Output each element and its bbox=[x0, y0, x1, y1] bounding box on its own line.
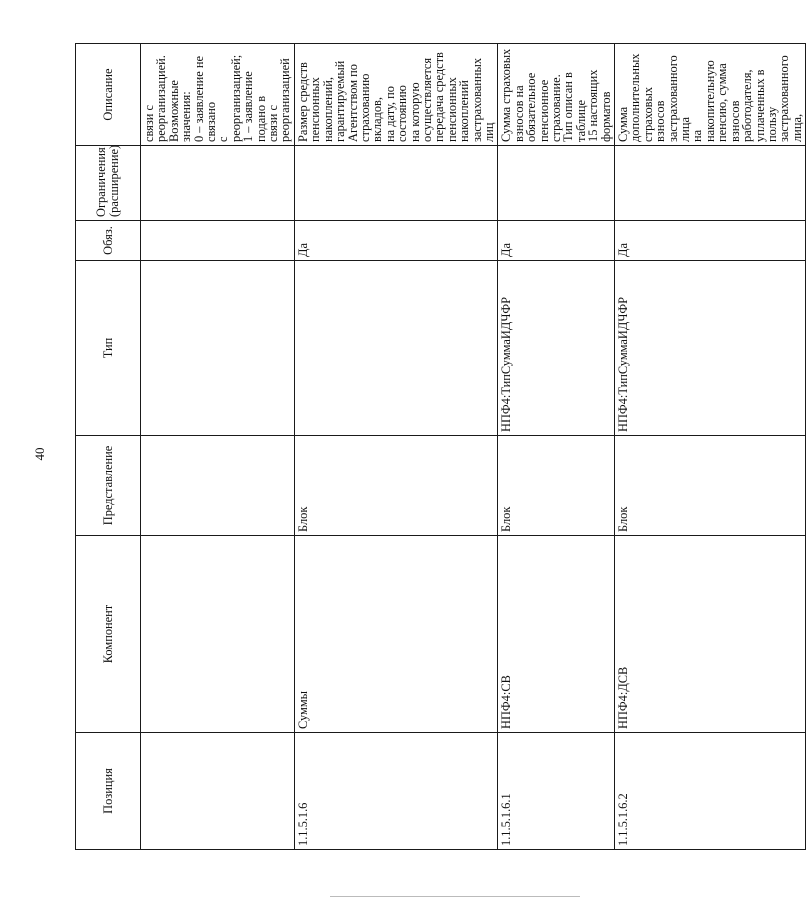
header-type: Тип bbox=[76, 261, 141, 436]
cell-type bbox=[141, 261, 295, 436]
header-restrictions: Ограничения (расширение) bbox=[76, 146, 141, 221]
cell-type: НПФ4:ТипСуммаИДЧФР bbox=[615, 261, 806, 436]
cell-restrictions bbox=[498, 146, 615, 221]
cell-required: Да bbox=[615, 221, 806, 261]
cell-representation: Блок bbox=[615, 436, 806, 536]
header-position: Позиция bbox=[76, 733, 141, 850]
specification-table bbox=[75, 43, 806, 850]
table-container bbox=[75, 44, 804, 850]
table-row bbox=[141, 44, 295, 850]
header-row bbox=[76, 44, 141, 850]
cell-representation: Блок bbox=[498, 436, 615, 536]
cell-required: Да bbox=[294, 221, 498, 261]
cell-restrictions bbox=[294, 146, 498, 221]
header-component: Компонент bbox=[76, 536, 141, 733]
cell-required: Да bbox=[498, 221, 615, 261]
table-row bbox=[498, 44, 615, 850]
cell-position: 1.1.5.1.6 bbox=[294, 733, 498, 850]
cell-type: НПФ4:ТипСуммаИДЧФР bbox=[498, 261, 615, 436]
cell-component: НПФ4:СВ bbox=[498, 536, 615, 733]
cell-description: Сумма дополнительных страховых взносов застрахованного лица на накопительную пенсию, сумма взносов работодателя, уплаченных в пользу застрахованного лица, bbox=[615, 44, 806, 146]
cell-component: Суммы bbox=[294, 536, 498, 733]
header-description: Описание bbox=[76, 44, 141, 146]
cell-component: НПФ4:ДСВ bbox=[615, 536, 806, 733]
cell-description: связи с реорганизацией. Возможные значения: 0 – заявление не связано с реорганизацией; 1 – заявление подано в связи с реорганизацией bbox=[141, 44, 295, 146]
header-required: Обяз. bbox=[76, 221, 141, 261]
table-row bbox=[294, 44, 498, 850]
cell-required bbox=[141, 221, 295, 261]
rotated-table-wrapper bbox=[75, 44, 804, 850]
cell-type bbox=[294, 261, 498, 436]
page-edge-divider bbox=[330, 896, 580, 897]
cell-restrictions bbox=[615, 146, 806, 221]
cell-description: Сумма страховых взносов на обязательное пенсионное страхование. Тип описан в таблице 15 настоящих форматов bbox=[498, 44, 615, 146]
cell-position: 1.1.5.1.6.2 bbox=[615, 733, 806, 850]
cell-description: Размер средств пенсионных накоплений, гарантируемый Агентством по страхованию вкладов, на дату, по состоянию на которую осуществляется передача средств пенсионных накоплений застрахованных лиц bbox=[294, 44, 498, 146]
cell-component bbox=[141, 536, 295, 733]
cell-restrictions bbox=[141, 146, 295, 221]
cell-position: 1.1.5.1.6.1 bbox=[498, 733, 615, 850]
table-row bbox=[615, 44, 806, 850]
header-representation: Представление bbox=[76, 436, 141, 536]
cell-position bbox=[141, 733, 295, 850]
cell-representation bbox=[141, 436, 295, 536]
page-number: 40 bbox=[32, 447, 47, 461]
cell-representation: Блок bbox=[294, 436, 498, 536]
